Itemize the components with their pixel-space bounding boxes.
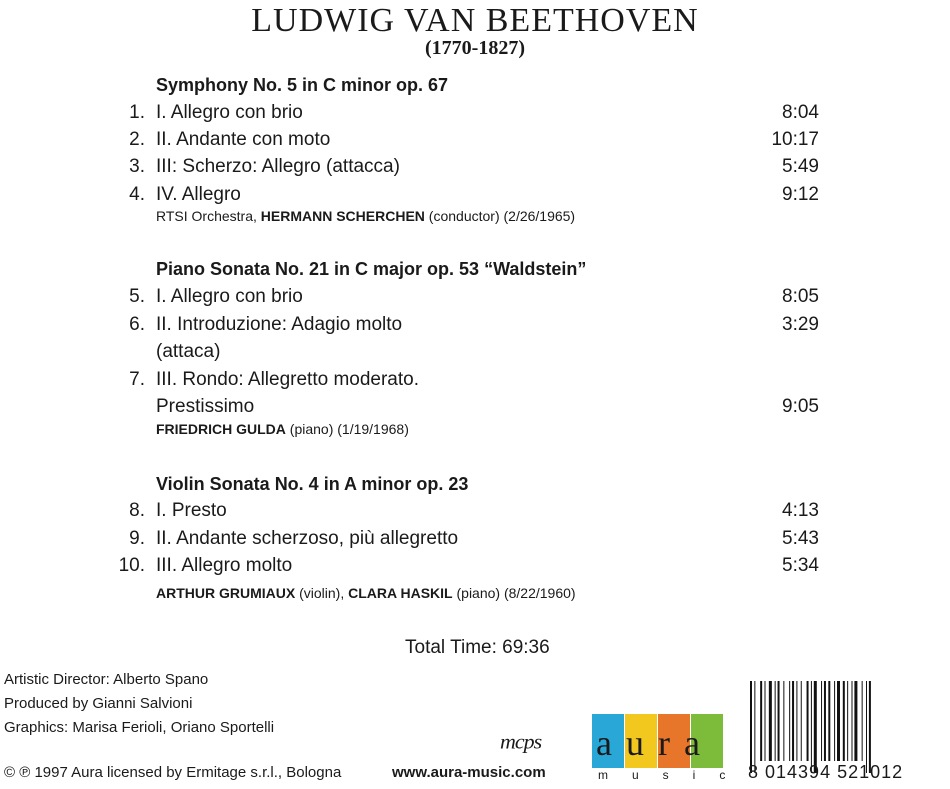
total-time: Total Time: 69:36 bbox=[405, 637, 550, 658]
track-time: 9:12 bbox=[782, 184, 819, 205]
performer-text: RTSI Orchestra, bbox=[156, 208, 261, 224]
track-name-continued: (attaca) bbox=[156, 341, 221, 362]
track-number: 3. bbox=[129, 156, 145, 177]
track-row bbox=[0, 369, 950, 395]
work-title: Symphony No. 5 in C minor op. 67 bbox=[156, 75, 449, 95]
performer-name: FRIEDRICH GULDA bbox=[156, 421, 286, 437]
track-row bbox=[0, 555, 950, 581]
track-row bbox=[0, 184, 950, 210]
track-row bbox=[0, 500, 950, 526]
track-number: 10. bbox=[118, 555, 145, 576]
track-name: I. Allegro con brio bbox=[156, 286, 303, 307]
barcode-bar bbox=[778, 681, 780, 761]
performer-text: (conductor) (2/26/1965) bbox=[424, 208, 576, 224]
track-name: I. Presto bbox=[156, 500, 227, 521]
barcode-bar bbox=[796, 681, 797, 761]
barcode-bar bbox=[866, 681, 867, 773]
barcode-bar bbox=[847, 681, 848, 761]
track-time: 8:05 bbox=[782, 286, 819, 307]
track-time: 8:04 bbox=[782, 102, 819, 123]
track-name-continued: Prestissimo bbox=[156, 396, 255, 417]
track-name: II. Andante con moto bbox=[156, 129, 331, 150]
aura-subtitle: music bbox=[598, 768, 750, 782]
performer-credit bbox=[156, 585, 576, 601]
track-time: 9:05 bbox=[782, 396, 819, 417]
barcode-bar bbox=[837, 681, 840, 761]
performer-text: (violin), bbox=[295, 585, 349, 601]
track-time: 5:49 bbox=[782, 156, 819, 177]
track-name: II. Introduzione: Adagio molto bbox=[156, 314, 403, 335]
barcode-bar bbox=[854, 681, 857, 761]
track-number: 7. bbox=[129, 369, 145, 390]
track-number: 2. bbox=[129, 129, 145, 150]
performer-text: (piano) (8/22/1960) bbox=[452, 585, 576, 601]
work-title: Piano Sonata No. 21 in C major op. 53 “Waldstein” bbox=[156, 259, 587, 279]
credit-graphics: Graphics: Marisa Ferioli, Oriano Sportelli bbox=[4, 719, 275, 736]
track-row bbox=[0, 528, 950, 554]
performer-credit bbox=[156, 421, 409, 437]
barcode-bar bbox=[783, 681, 784, 761]
track-name: IV. Allegro bbox=[156, 184, 241, 205]
barcode-bar bbox=[821, 681, 822, 761]
barcode-bar bbox=[862, 681, 863, 761]
copyright-notice: © ℗ 1997 Aura licensed by Ermitage s.r.l., Bologna bbox=[4, 764, 342, 781]
track-row bbox=[0, 129, 950, 155]
barcode-bar bbox=[828, 681, 830, 761]
barcode-bar bbox=[824, 681, 826, 761]
aura-logo bbox=[592, 714, 750, 784]
track-number: 4. bbox=[129, 184, 145, 205]
track-name: II. Andante scherzoso, più allegretto bbox=[156, 528, 459, 549]
track-name: I. Allegro con brio bbox=[156, 102, 303, 123]
track-number: 9. bbox=[129, 528, 145, 549]
track-row bbox=[0, 314, 950, 340]
barcode-bar bbox=[765, 681, 766, 761]
website-link: www.aura-music.com bbox=[392, 764, 546, 781]
track-row-continuation bbox=[0, 396, 950, 422]
performer-name: CLARA HASKIL bbox=[348, 585, 453, 601]
barcode-bar bbox=[760, 681, 762, 761]
track-time: 3:29 bbox=[782, 314, 819, 335]
mcps-logo: mcps bbox=[500, 730, 542, 753]
page-title: LUDWIG VAN BEETHOVEN bbox=[251, 2, 699, 39]
barcode-bar bbox=[811, 681, 812, 773]
barcode-number: 8 014394 521012 bbox=[748, 762, 904, 782]
track-time: 10:17 bbox=[771, 129, 819, 150]
barcode-bar bbox=[852, 681, 853, 761]
track-time: 4:13 bbox=[782, 500, 819, 521]
track-number: 5. bbox=[129, 286, 145, 307]
composer-dates: (1770-1827) bbox=[425, 37, 525, 59]
performer-name: ARTHUR GRUMIAUX bbox=[156, 585, 296, 601]
barcode-bar bbox=[807, 681, 809, 761]
barcode-bar bbox=[754, 681, 755, 773]
barcode-bar bbox=[769, 681, 772, 761]
track-time: 5:34 bbox=[782, 555, 819, 576]
barcode-bar bbox=[792, 681, 794, 761]
track-number: 1. bbox=[129, 102, 145, 123]
track-name: III. Rondo: Allegretto moderato. bbox=[156, 369, 419, 390]
performer-name: HERMANN SCHERCHEN bbox=[260, 208, 425, 224]
track-number: 6. bbox=[129, 314, 145, 335]
track-row bbox=[0, 286, 950, 312]
credit-producer: Produced by Gianni Salvioni bbox=[4, 695, 193, 712]
barcode-bar bbox=[869, 681, 871, 773]
track-time: 5:43 bbox=[782, 528, 819, 549]
barcode-bar bbox=[750, 681, 752, 773]
aura-wordmark: aura bbox=[596, 723, 714, 763]
track-name: III: Scherzo: Allegro (attacca) bbox=[156, 156, 400, 177]
barcode-bar bbox=[843, 681, 845, 761]
track-row bbox=[0, 156, 950, 182]
track-name: III. Allegro molto bbox=[156, 555, 293, 576]
track-row-continuation bbox=[0, 341, 950, 367]
work-title: Violin Sonata No. 4 in A minor op. 23 bbox=[156, 474, 469, 494]
track-number: 8. bbox=[129, 500, 145, 521]
track-row bbox=[0, 102, 950, 128]
barcode-bar bbox=[801, 681, 802, 761]
performer-text: (piano) (1/19/1968) bbox=[285, 421, 409, 437]
barcode-bar bbox=[834, 681, 835, 761]
barcode-bar bbox=[789, 681, 790, 761]
performer-credit bbox=[156, 208, 575, 224]
barcode-bar bbox=[775, 681, 776, 761]
credit-artistic-director: Artistic Director: Alberto Spano bbox=[4, 671, 209, 688]
barcode-bar bbox=[814, 681, 817, 773]
